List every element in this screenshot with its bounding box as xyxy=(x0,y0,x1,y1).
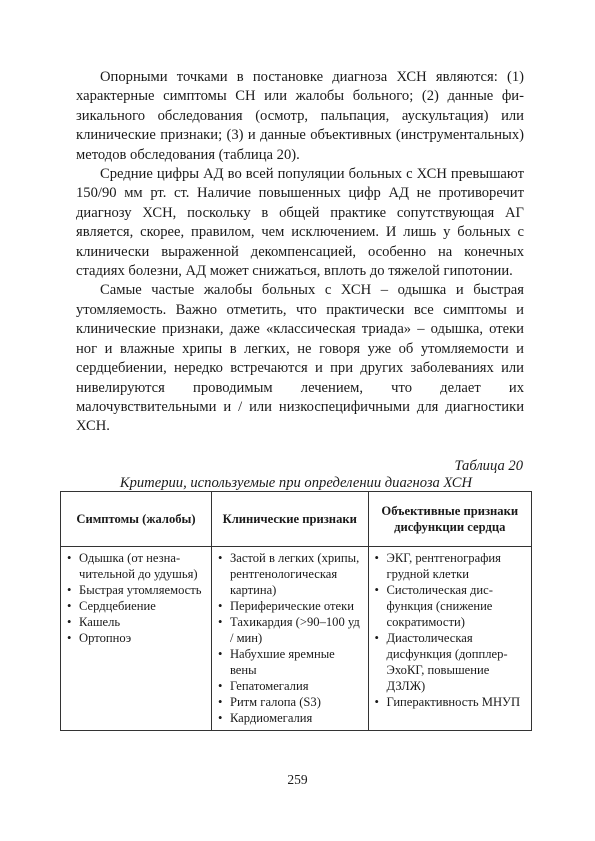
header-objective-signs: Объективные признаки дисфункции сердца xyxy=(368,492,531,547)
page-number: 259 xyxy=(287,772,308,787)
list-item: • Быстрая утомляемость xyxy=(65,582,207,598)
list-item: • Кардиомегалия xyxy=(216,710,364,726)
list-item: • Ортопноэ xyxy=(65,630,207,646)
list-item: • Гиперактивность МНУП xyxy=(373,694,527,710)
paragraph-2: Средние цифры АД во всей популяции больных с ХСН превышают 150/90 мм рт. ст. Наличие повышенных цифр АД не противоречит диагнозу ХСН, поскольку в общей практике сопутствующая АГ является, скорее, правилом, чем исключением. И лишь у больных с клинически выраженной декомпенсацией, особенно на конечных стадиях болезни, АД может снижаться, вплоть до тяжелой гипотонии. xyxy=(76,166,524,280)
symptoms-list xyxy=(65,550,207,646)
paragraph-3: Самые частые жалобы больных с ХСН – одышка и быстрая утомляемость. Важно отметить, что практически все симптомы и клинические признаки, даже «классическая триада» – одышка, отеки ног и влажные хрипы в легких, не говоря уже об утомляемости и сердцебиении, нередко встречаются и при других заболеваниях или нивелируются проводимым лечением, что делает их малочувствительными и / или низкоспецифичными для диагностики ХСН. xyxy=(76,282,524,435)
list-item: • Диастолическая дисфункция (допплер-ЭхоКГ, повышение ДЗЛЖ) xyxy=(373,630,527,694)
objective-signs-cell xyxy=(368,547,531,731)
symptoms-cell xyxy=(61,547,212,731)
list-item: • Одышка (от незначительной до удушья) xyxy=(65,550,207,582)
list-item: • Тахикардия (>90–100 уд / мин) xyxy=(216,614,364,646)
paragraph-1: Опорными точками в постановке диагноза ХСН являются: (1) характерные симптомы СН или жалобы больного; (2) данные физикального обследования (осмотр, пальпация, аускультация) или клинические признаки; (3) и данные объективных (инструментальных) методов обследования (таблица 20). xyxy=(76,69,524,163)
clinical-signs-list xyxy=(216,550,364,726)
list-item: • Набухшие яремные вены xyxy=(216,646,364,678)
list-item: • Сердцебиение xyxy=(65,598,207,614)
table-row xyxy=(61,547,532,731)
objective-signs-list xyxy=(373,550,527,710)
list-item: • Гепатомегалия xyxy=(216,678,364,694)
list-item: • Застой в легких (хрипы, рентгенологическая картина) xyxy=(216,550,364,598)
criteria-table xyxy=(60,491,532,731)
list-item: • Систолическая дисфункция (снижение сократимости) xyxy=(373,582,527,630)
table-label: Таблица 20 xyxy=(454,458,523,474)
table-header-row xyxy=(61,492,532,547)
clinical-signs-cell xyxy=(211,547,368,731)
header-symptoms: Симптомы (жалобы) xyxy=(61,492,212,547)
table-caption: Критерии, используемые при определении диагноза ХСН xyxy=(119,475,473,491)
list-item: • ЭКГ, рентгенография грудной клетки xyxy=(373,550,527,582)
list-item: • Периферические отеки xyxy=(216,598,364,614)
header-clinical-signs: Клинические признаки xyxy=(211,492,368,547)
list-item: • Кашель xyxy=(65,614,207,630)
body-text xyxy=(76,68,524,437)
list-item: • Ритм галопа (S3) xyxy=(216,694,364,710)
